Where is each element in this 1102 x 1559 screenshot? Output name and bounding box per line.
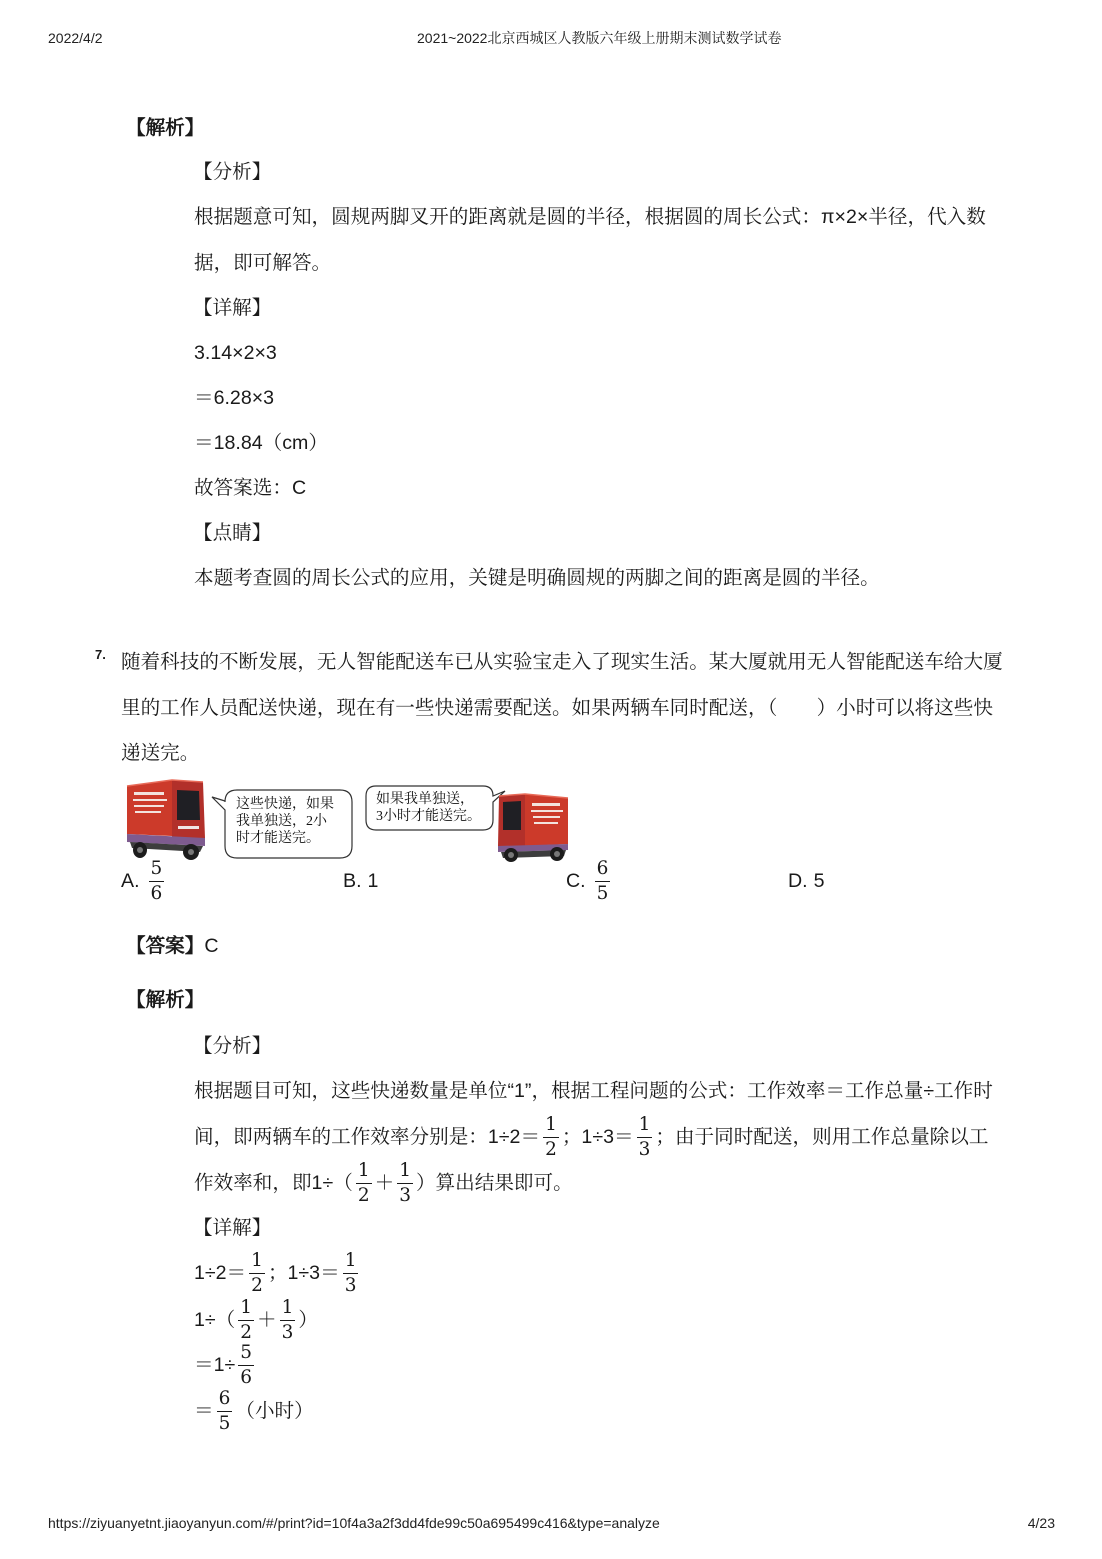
fraction [280, 1296, 296, 1345]
fraction-denominator: 3 [281, 1321, 294, 1343]
fraction-denominator: 3 [344, 1274, 357, 1296]
option-label: B. [343, 870, 362, 892]
xiangjie-line: ＝18.84（cm） [194, 432, 328, 454]
fenxi-text: 间，即两辆车的工作效率分别是：1÷2＝ [194, 1126, 541, 1148]
fenxi-line [194, 1071, 993, 1111]
fraction-numerator: 1 [251, 1249, 263, 1271]
dianjing-heading: 【点睛】 [193, 522, 272, 544]
option-label: C. [566, 870, 586, 892]
bubble-line: 我单独送，2小 [236, 814, 327, 829]
fraction-numerator: 1 [344, 1249, 357, 1271]
option-value: 1 [367, 870, 379, 892]
fraction-denominator: 5 [596, 882, 609, 904]
question-stem-line: 随着科技的不断发展，无人智能配送车已从实验宝走入了现实生活。某大厦就用无人智能配送车给大厦 [121, 651, 1003, 673]
xiangjie-heading: 【详解】 [193, 297, 272, 319]
xiangjie-text: ＝ [194, 1400, 214, 1422]
question-stem-line: 递送完。 [121, 742, 200, 764]
xiangjie-line [194, 1387, 314, 1434]
bubble-line: 时才能送完。 [236, 831, 320, 846]
xiangjie-text: 1÷（ [194, 1309, 236, 1331]
fraction-numerator: 1 [399, 1159, 411, 1181]
answer-heading: 【答案】 [126, 935, 205, 957]
bubble-line: 如果我单独送， [376, 792, 474, 807]
fenxi-text: ）算出结果即可。 [415, 1172, 573, 1194]
xiangjie-text: ＋ [257, 1309, 277, 1331]
fraction-numerator: 6 [596, 857, 609, 879]
option-label: D. [788, 870, 808, 892]
xiangjie-text: ；1÷3＝ [267, 1262, 340, 1284]
fraction-denominator: 6 [150, 882, 163, 904]
xiangjie-line [194, 1296, 318, 1343]
jiexi-heading: 【解析】 [126, 117, 205, 139]
xiangjie-line: ＝6.28×3 [194, 387, 275, 409]
print-date: 2022/4/2 [48, 30, 103, 46]
fraction-numerator: 5 [150, 857, 163, 879]
fraction [343, 1249, 359, 1298]
fraction-numerator: 1 [281, 1296, 294, 1318]
fraction [397, 1159, 413, 1208]
option-a [121, 857, 167, 904]
document-title: 2021~2022北京西城区人教版六年级上册期末测试数学试卷 [417, 30, 782, 46]
fenxi-line: 据，即可解答。 [194, 252, 332, 274]
fraction [238, 1296, 254, 1345]
dianjing-text: 本题考查圆的周长公式的应用，关键是明确圆规的两脚之间的距离是圆的半径。 [194, 567, 880, 589]
fenxi-text: ；1÷3＝ [561, 1126, 634, 1148]
fraction [356, 1159, 372, 1208]
fenxi-line [194, 1159, 573, 1206]
option-b [343, 861, 378, 901]
fraction-denominator: 6 [240, 1366, 253, 1388]
fenxi-text: 根据题目可知，这些快递数量是单位“1”，根据工程问题的公式：工作效率＝工作总量÷工作时 [194, 1080, 993, 1102]
fraction-numerator: 1 [240, 1296, 253, 1318]
xiangjie-line: 3.14×2×3 [194, 342, 277, 364]
fraction-denominator: 3 [399, 1184, 411, 1206]
fraction-denominator: 2 [545, 1138, 557, 1160]
fraction-denominator: 2 [240, 1321, 253, 1343]
xiangjie-line: 故答案选：C [194, 477, 307, 499]
fenxi-text: ＋ [374, 1172, 395, 1194]
fraction [149, 857, 165, 906]
option-d [788, 861, 825, 901]
xiangjie-text: ＝1÷ [194, 1354, 236, 1376]
fraction [249, 1249, 265, 1298]
page-number: 4/23 [1027, 1515, 1055, 1531]
fenxi-heading: 【分析】 [193, 1035, 272, 1057]
fraction-denominator: 3 [638, 1138, 651, 1160]
fraction [595, 857, 611, 906]
fenxi-line: 根据题意可知，圆规两脚叉开的距离就是圆的半径，根据圆的周长公式：π×2×半径，代入数 [194, 206, 986, 228]
option-value: 5 [813, 870, 825, 892]
fraction-numerator: 5 [240, 1341, 253, 1363]
xiangjie-line [194, 1341, 257, 1388]
question-stem-line: 里的工作人员配送快递，现在有一些快递需要配送。如果两辆车同时配送，（ ）小时可以将这些快 [121, 697, 993, 719]
question-number: 7. [95, 647, 106, 662]
van-right-illustration [498, 794, 568, 862]
fraction [543, 1113, 559, 1162]
answer-value: C [204, 935, 219, 957]
bubble-line: 这些快递，如果 [236, 797, 334, 812]
answer-line [126, 926, 219, 966]
speech-bubble-right-text [376, 791, 481, 825]
bubble-line: 3小时才能送完。 [376, 809, 481, 824]
fraction-denominator: 2 [357, 1184, 370, 1206]
print-url: https://ziyuanyetnt.jiaoyanyun.com/#/print?id=10f4a3a2f3dd4fde99c50a695499c416&type=analyze [48, 1515, 660, 1531]
speech-bubble-left-text [236, 796, 334, 847]
xiangjie-text: 1÷2＝ [194, 1262, 247, 1284]
option-c [566, 857, 613, 904]
fenxi-line [194, 1113, 989, 1160]
fraction [217, 1387, 233, 1436]
xiangjie-line [194, 1249, 361, 1296]
fraction [637, 1113, 653, 1162]
option-label: A. [121, 870, 140, 892]
fraction-numerator: 6 [218, 1387, 231, 1409]
fenxi-heading: 【分析】 [193, 161, 272, 183]
xiangjie-text: ） [298, 1309, 318, 1331]
xiangjie-heading: 【详解】 [193, 1217, 272, 1239]
fraction-denominator: 5 [218, 1412, 231, 1434]
fenxi-text: 作效率和，即1÷（ [194, 1172, 353, 1194]
fraction-numerator: 1 [545, 1113, 557, 1135]
fraction-numerator: 1 [357, 1159, 370, 1181]
fraction-denominator: 2 [251, 1274, 263, 1296]
delivery-vans-figure [120, 770, 580, 865]
fraction-numerator: 1 [638, 1113, 651, 1135]
xiangjie-text: （小时） [235, 1400, 314, 1422]
fenxi-text: ；由于同时配送，则用工作总量除以工 [655, 1126, 989, 1148]
van-left-illustration [127, 780, 205, 860]
jiexi-heading: 【解析】 [126, 989, 205, 1011]
fraction [238, 1341, 254, 1390]
